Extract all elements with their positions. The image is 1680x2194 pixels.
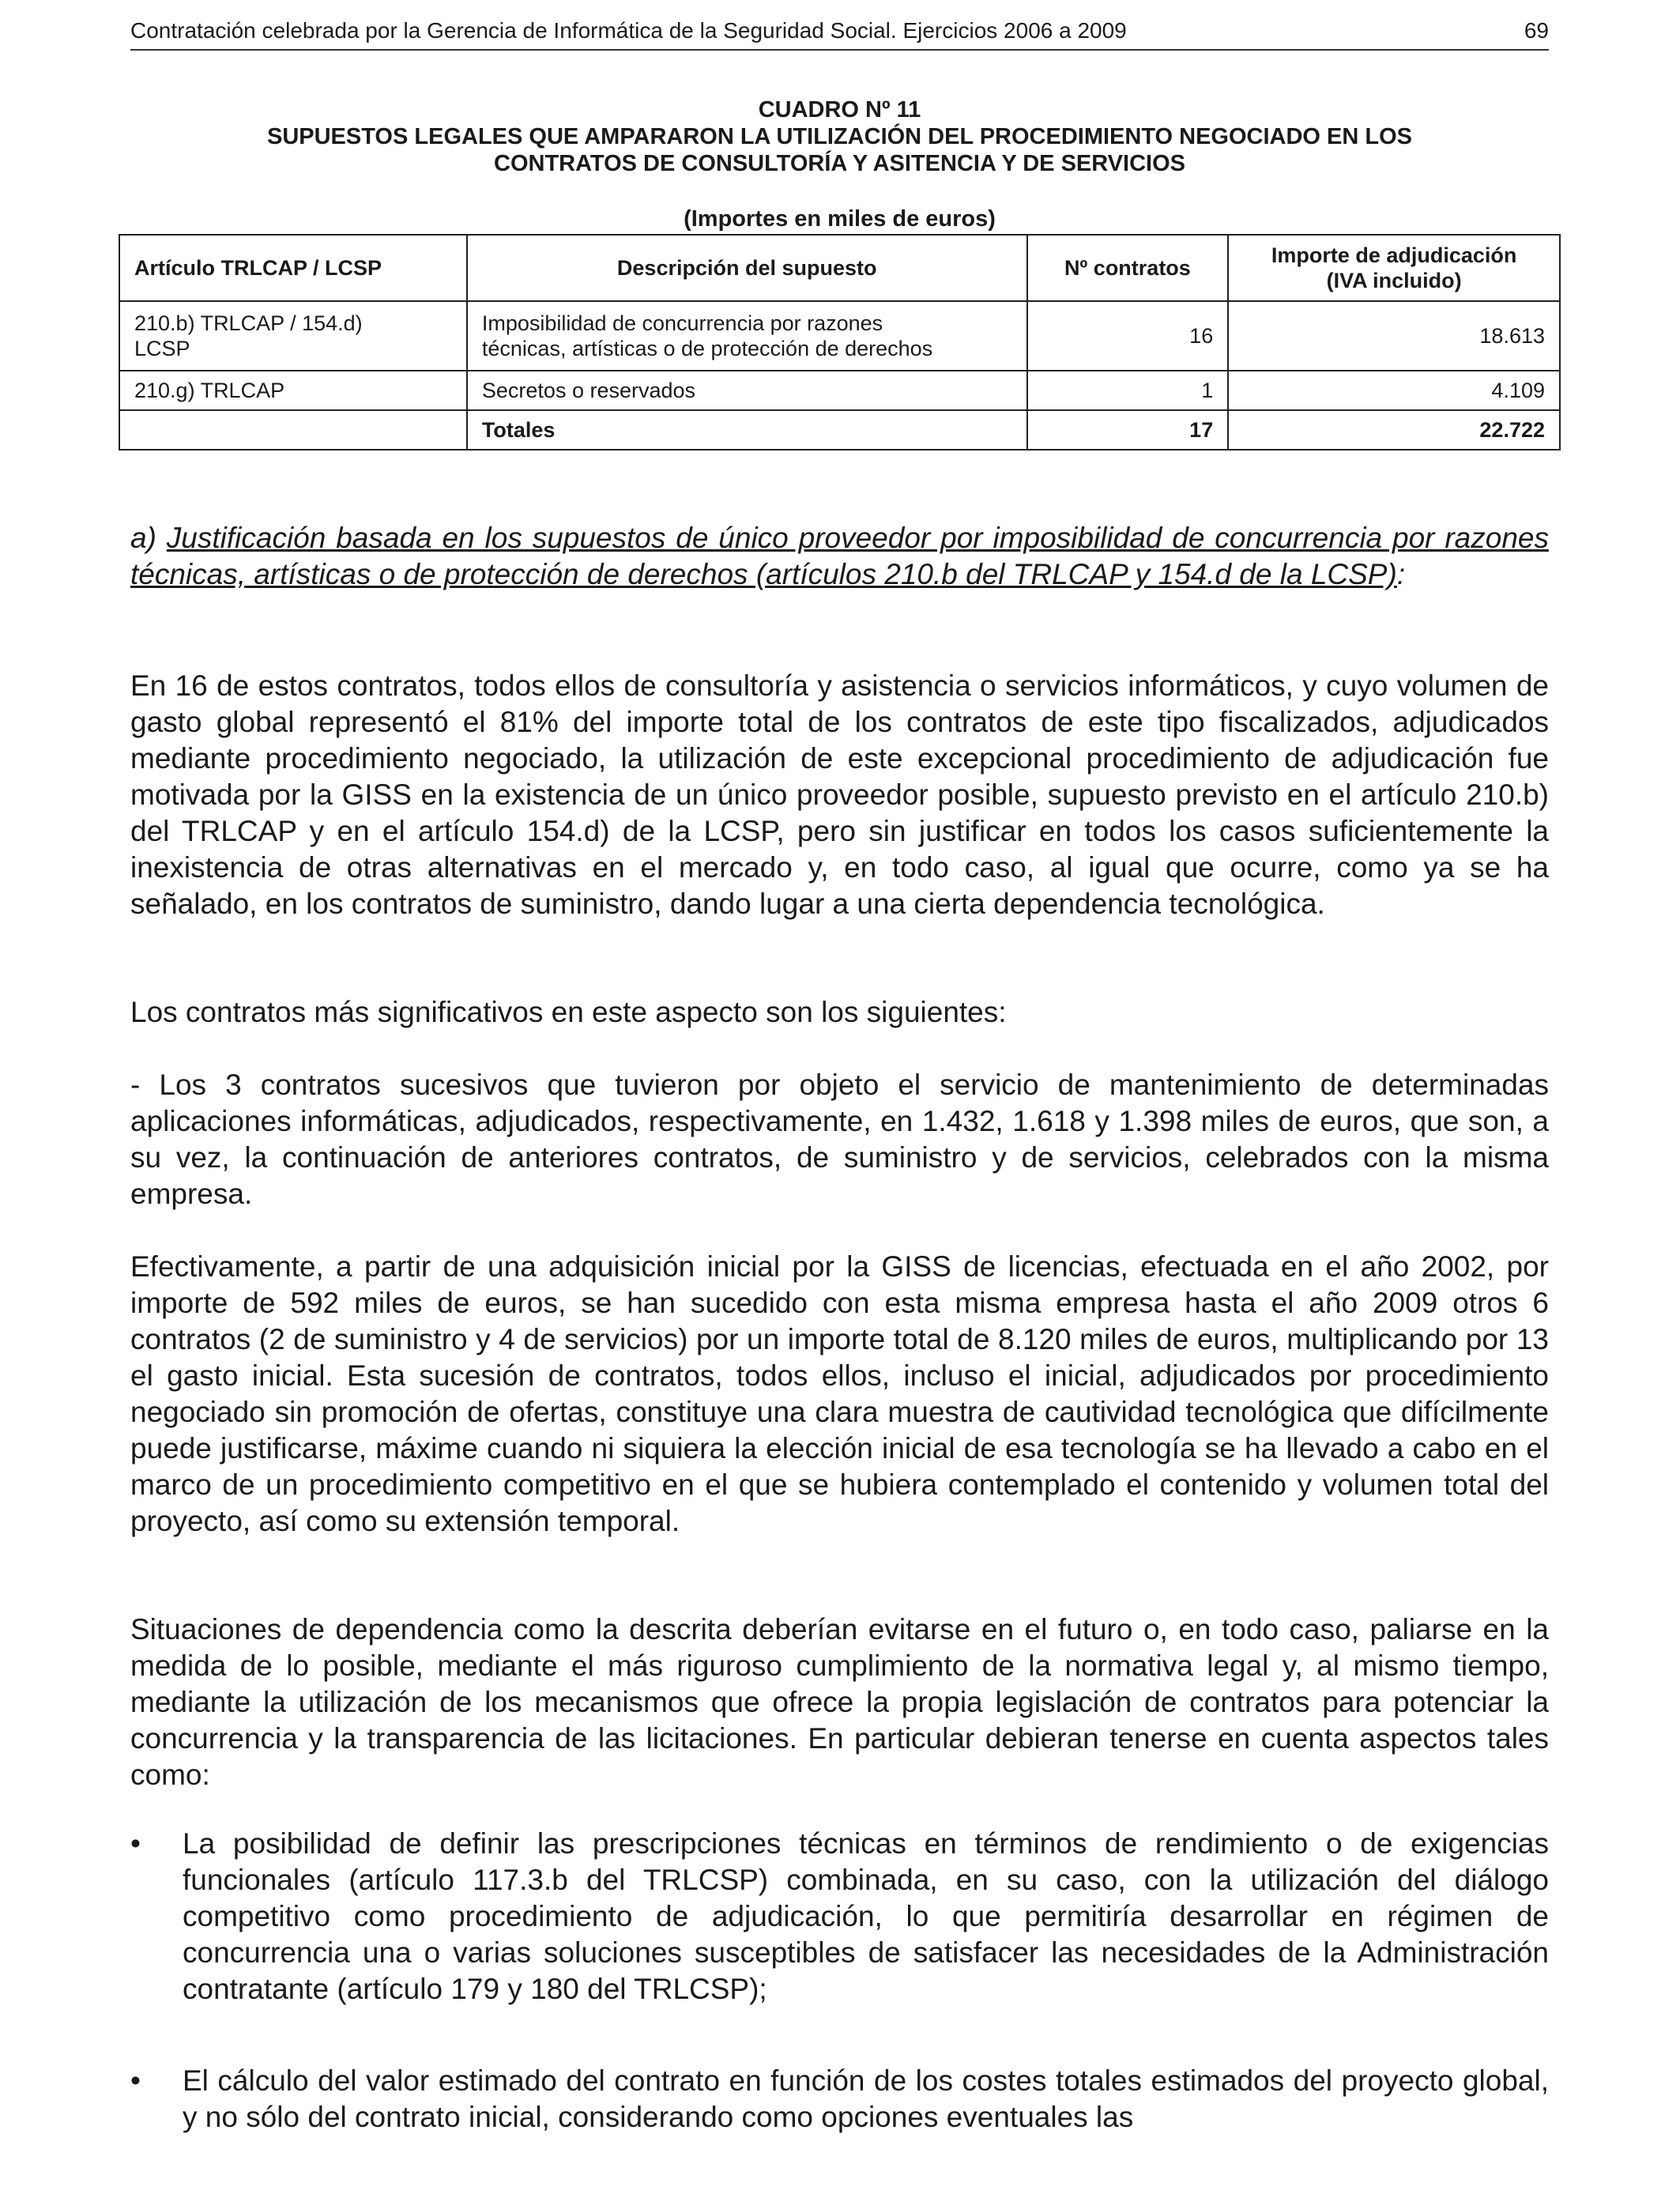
paragraph-4: Efectivamente, a partir de una adquisición inicial por la GISS de licencias, efectuada en el año 2002, por importe de 592 miles de euros, se han sucedido con esta misma empresa hasta el año 2009 otros 6 contratos (2 de suministro y 4 de servicios) por un importe total de 8.120 miles de euros, multiplicando por 13 el gasto inicial. Esta sucesión de contratos, todos ellos, incluso el inicial, adjudicados por procedimiento negociado sin promoción de ofertas, constituye una clara muestra de cautividad tecnológica que difícilmente puede justificarse, máxime cuando ni siquiera la elección inicial de esa tecnología se ha llevado a cabo en el marco de un procedimiento competitivo en el que se hubiera contemplado el contenido y volumen total del proyecto, así como su extensión temporal.: [130, 1250, 1549, 1537]
cell-articulo-line-1: 210.b) TRLCAP / 154.d): [134, 311, 363, 335]
paragraph-5: Situaciones de dependencia como la descrita deberían evitarse en el futuro o, en todo caso, paliarse en la medida de lo posible, mediante el más riguroso cumplimiento de la normativa legal y, al mismo tiempo, mediante la utilización de los mecanismos que ofrece la propia legislación de contratos para potenciar la concurrencia y la transparencia de las licitaciones. En particular debieran tenerse en cuenta aspectos tales como:: [130, 1613, 1549, 1791]
table-units: (Importes en miles de euros): [684, 206, 996, 232]
bullet-text: El cálculo del valor estimado del contrato en función de los costes totales estimados del proyecto global, y no sólo del contrato inicial, considerando como opciones eventuales las: [183, 2064, 1549, 2133]
cell-articulo: 210.g) TRLCAP: [119, 371, 467, 410]
cell-descripcion: Secretos o reservados: [467, 371, 1027, 410]
cell-descripcion: [467, 301, 1027, 371]
bullet-icon: •: [130, 2064, 141, 2097]
paragraph-1: En 16 de estos contratos, todos ellos de consultoría y asistencia o servicios informáticos, y cuyo volumen de gasto global representó el 81% del importe total de los contratos de este tipo fiscalizados, adjudicados mediante procedimiento negociado, la utilización de este excepcional procedimiento de adjudicación fue motivada por la GISS en la existencia de un único proveedor posible, supuesto previsto en el artículo 210.b) del TRLCAP y en el artículo 154.d) de la LCSP, pero sin justificar en todos los casos suficientemente la inexistencia de otras alternativas en el mercado y, en todo caso, al igual que ocurre, como ya se ha señalado, en los contratos de suministro, dando lugar a una cierta dependencia tecnológica.: [130, 669, 1549, 920]
header-importe-line-2: (IVA incluido): [1326, 269, 1462, 292]
header-contratos: Nº contratos: [1027, 235, 1229, 301]
table-number: CUADRO Nº 11: [758, 97, 921, 123]
table-totals-row: [119, 410, 1560, 450]
bullet-icon: •: [130, 1827, 141, 1860]
header-importe: [1228, 235, 1560, 301]
cell-descripcion-line-2: técnicas, artísticas o de protección de derechos: [481, 337, 933, 360]
totals-importe: 22.722: [1228, 410, 1560, 450]
header-importe-line-1: Importe de adjudicación: [1271, 243, 1517, 267]
legal-basis-table: [119, 234, 1561, 450]
cell-contratos: 16: [1027, 301, 1229, 371]
totals-contratos: 17: [1027, 410, 1229, 450]
cell-importe: 4.109: [1228, 371, 1560, 410]
section-a-prefix: a): [130, 522, 167, 554]
cell-articulo: [119, 301, 467, 371]
cell-empty: [119, 410, 467, 450]
cell-contratos: 1: [1027, 371, 1229, 410]
table-title-line-1: SUPUESTOS LEGALES QUE AMPARARON LA UTILIZACIÓN DEL PROCEDIMIENTO NEGOCIADO EN LOS: [266, 124, 1413, 149]
section-a-heading: [130, 520, 1549, 593]
table-header-row: [119, 235, 1560, 301]
table-caption: [130, 96, 1549, 177]
running-header: [130, 17, 1549, 51]
table-title-line-2: CONTRATOS DE CONSULTORÍA Y ASITENCIA Y DE SERVICIOS: [494, 151, 1185, 176]
totals-label: Totales: [467, 410, 1027, 450]
table-row: [119, 371, 1560, 410]
cell-articulo-line-2: LCSP: [134, 337, 190, 360]
cell-importe: 18.613: [1228, 301, 1560, 371]
header-title: Contratación celebrada por la Gerencia de Informática de la Seguridad Social. Ejercicios 2006 a 2009: [130, 18, 1127, 43]
cell-descripcion-line-1: Imposibilidad de concurrencia por razones: [481, 311, 883, 335]
section-a-title: Justificación basada en los supuestos de único proveedor por imposibilidad de concurrencia por razones técnicas, artísticas o de protección de derechos (artículos 210.b del TRLCAP y 154.d de la LCSP): [130, 522, 1549, 590]
paragraph-2: Los contratos más significativos en este aspecto son los siguientes:: [130, 996, 1007, 1028]
paragraph-3: - Los 3 contratos sucesivos que tuvieron por objeto el servicio de mantenimiento de determinadas aplicaciones informáticas, adjudicados, respectivamente, en 1.432, 1.618 y 1.398 miles de euros, que son, a su vez, la continuación de anteriores contratos, de suministro y de servicios, celebrados con la misma empresa.: [130, 1069, 1549, 1210]
table-row: [119, 301, 1560, 371]
section-a-suffix: :: [1396, 558, 1406, 590]
page-number: 69: [1524, 18, 1549, 43]
header-articulo: Artículo TRLCAP / LCSP: [119, 235, 467, 301]
bullet-text: La posibilidad de definir las prescripciones técnicas en términos de rendimiento o de exigencias funcionales (artículo 117.3.b del TRLCSP) combinada, en su caso, con la utilización del diálogo competitivo como procedimiento de adjudicación, lo que permitiría desarrollar en régimen de concurrencia una o varias soluciones susceptibles de satisfacer las necesidades de la Administración contratante (artículo 179 y 180 del TRLCSP);: [183, 1827, 1549, 2005]
header-descripcion: Descripción del supuesto: [467, 235, 1027, 301]
